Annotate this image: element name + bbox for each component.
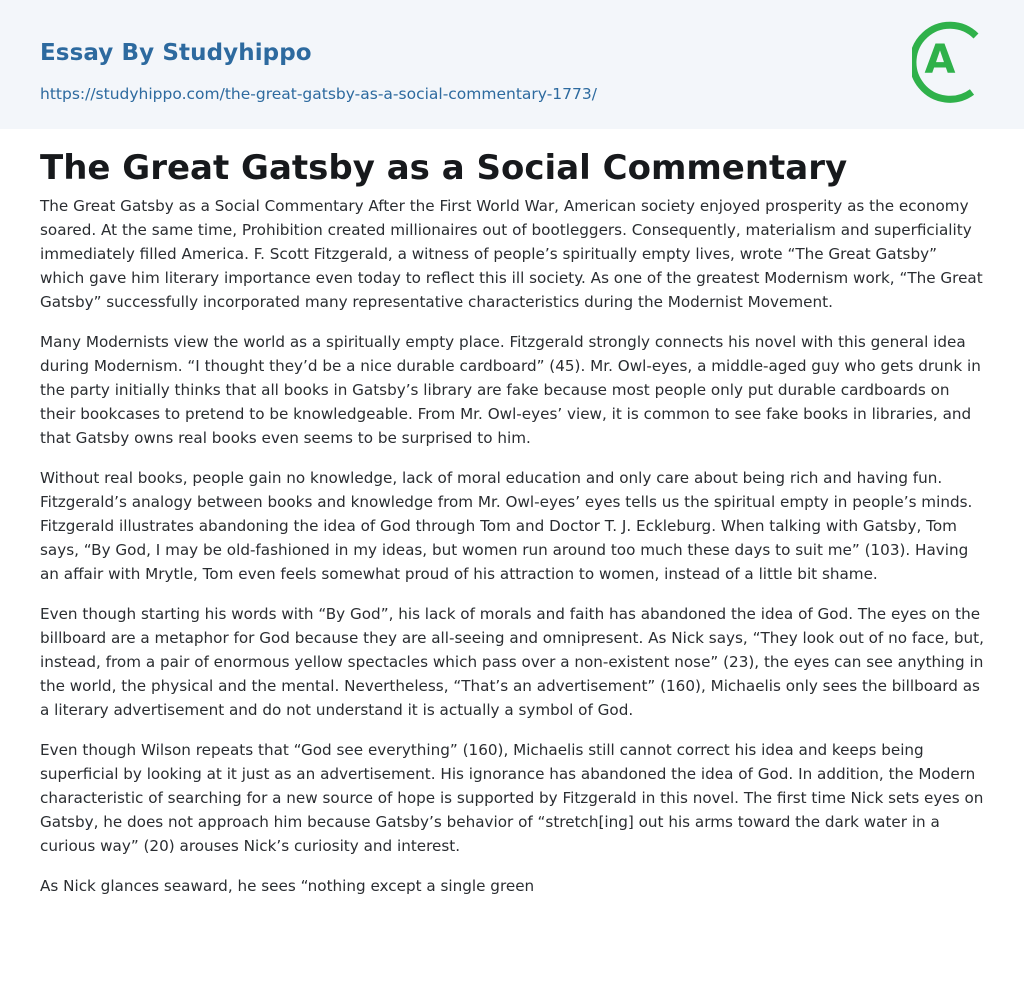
essay-url-link[interactable]: https://studyhippo.com/the-great-gatsby-as-a-social-commentary-1773/ (40, 85, 597, 103)
essay-paragraph: As Nick glances seaward, he sees “nothing except a single green (40, 877, 535, 895)
logo-letter: A (924, 37, 956, 83)
brand-title[interactable]: Essay By Studyhippo (40, 40, 312, 66)
site-header (0, 0, 1024, 129)
essay-paragraph: Even though Wilson repeats that “God see everything” (160), Michaelis still cannot correct his idea and keeps being superficial by looking at it just as an advertisement. His ignorance has abandoned the idea of God. In addition, the Modern characteristic of searching for a new source of hope is supported by Fitzgerald in this novel. The first time Nick sets eyes on Gatsby, he does not approach him because Gatsby’s behavior of “stretch[ing] out his arms toward the dark water in a curious way” (20) arouses Nick’s curiosity and interest. (40, 741, 984, 855)
essay-paragraph: Even though starting his words with “By God”, his lack of morals and faith has abandoned the idea of God. The eyes on the billboard are a metaphor for God because they are all-seeing and omnipresent. As Nick says, “They look out of no face, but, instead, from a pair of enormous yellow spectacles which pass over a non-existent nose” (23), the eyes can see anything in the world, the physical and the mental. Nevertheless, “That’s an advertisement” (160), Michaelis only sees the billboard as a literary advertisement and do not understand it is actually a symbol of God. (40, 605, 984, 719)
essay-paragraph: Many Modernists view the world as a spiritually empty place. Fitzgerald strongly connects his novel with this general idea during Modernism. “I thought they’d be a nice durable cardboard” (45). Mr. Owl-eyes, a middle-aged guy who gets drunk in the party initially thinks that all books in Gatsby’s library are fake because most people only put durable cardboards on their bookcases to pretend to be knowledgeable. From Mr. Owl-eyes’ view, it is common to see fake books in libraries, and that Gatsby owns real books even seems to be surprised to him. (40, 333, 981, 447)
studyhippo-logo-icon[interactable] (912, 19, 986, 105)
essay-body (40, 194, 984, 914)
essay-title: The Great Gatsby as a Social Commentary (40, 148, 848, 188)
essay-paragraph: Without real books, people gain no knowledge, lack of moral education and only care about being rich and having fun. Fitzgerald’s analogy between books and knowledge from Mr. Owl-eyes’ eyes tells us the spiritual empty in people’s minds. Fitzgerald illustrates abandoning the idea of God through Tom and Doctor T. J. Eckleburg. When talking with Gatsby, Tom says, “By God, I may be old-fashioned in my ideas, but women run around too much these days to suit me” (103). Having an affair with Mrytle, Tom even feels somewhat proud of his attraction to women, instead of a little bit shame. (40, 469, 973, 583)
essay-paragraph: The Great Gatsby as a Social Commentary After the First World War, American society enjoyed prosperity as the economy soared. At the same time, Prohibition created millionaires out of bootleggers. Consequently, materialism and superficiality immediately filled America. F. Scott Fitzgerald, a witness of people’s spiritually empty lives, wrote “The Great Gatsby” which gave him literary importance even today to reflect this ill society. As one of the greatest Modernism work, “The Great Gatsby” successfully incorporated many representative characteristics during the Modernist Movement. (40, 197, 983, 311)
